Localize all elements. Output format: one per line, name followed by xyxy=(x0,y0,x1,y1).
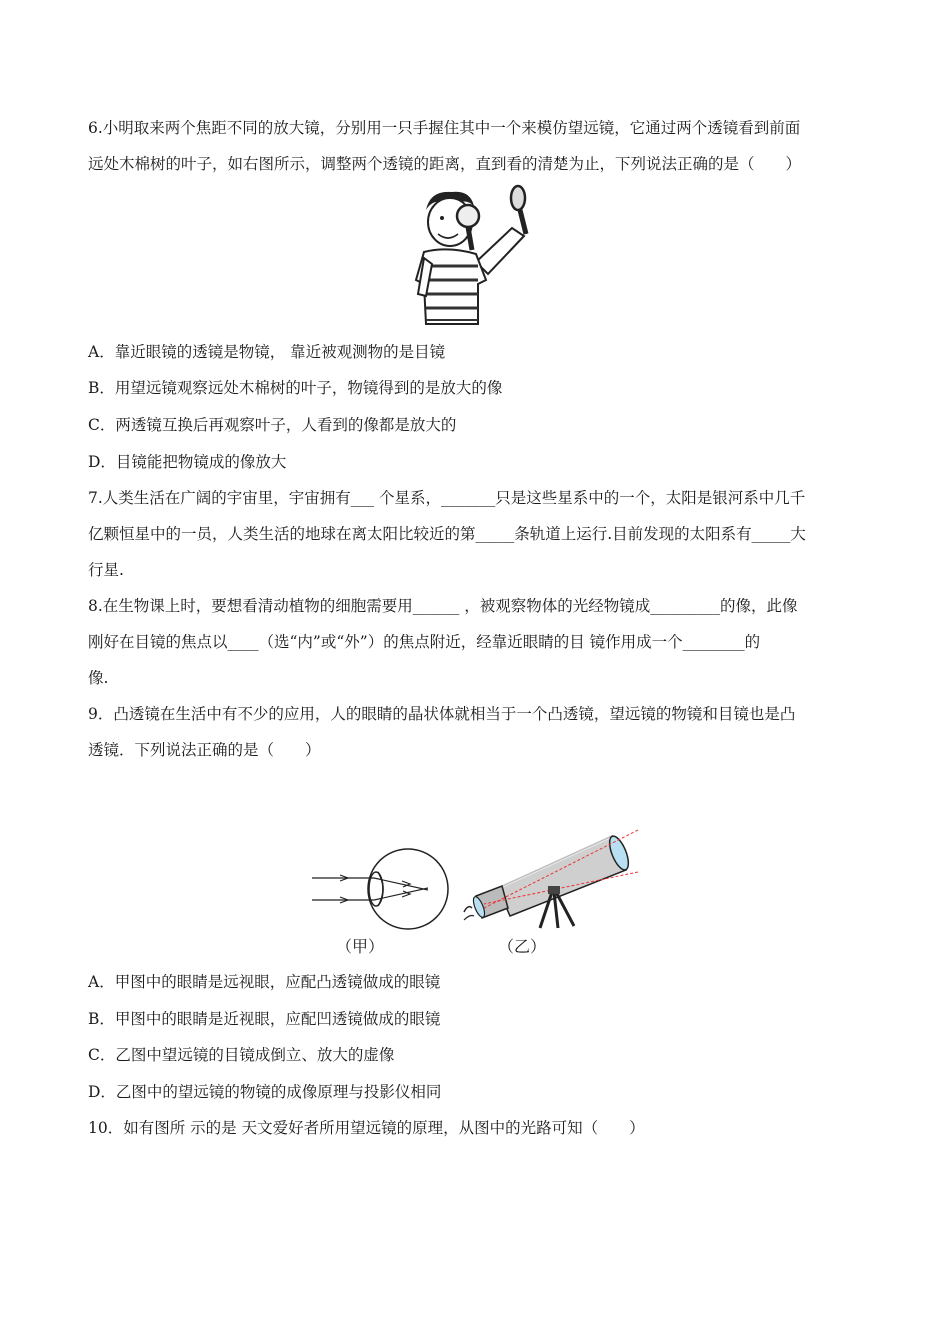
figure-caption-yi: （乙） xyxy=(498,937,547,956)
q9-option-d: D．乙图中的望远镜的物镜的成像原理与投影仪相同 xyxy=(88,1083,442,1101)
q6-stem-line-2: 远处木棉树的叶子，如右图所示，调整两个透镜的距离，直到看的清楚为止，下列说法正确的是（ ） xyxy=(88,155,802,173)
q7-line-3: 行星. xyxy=(88,561,124,579)
q10-stem: 10．如有图所 示的是 天文爱好者所用望远镜的原理，从图中的光路可知（ ） xyxy=(88,1119,645,1137)
q6-option-d: D．目镜能把物镜成的像放大 xyxy=(88,453,287,471)
q9-option-c: C．乙图中望远镜的目镜成倒立、放大的虚像 xyxy=(88,1046,395,1064)
q9-option-b: B．甲图中的眼睛是近视眼，应配凹透镜做成的眼镜 xyxy=(88,1010,441,1028)
q8-line-1: 8.在生物课上时，要想看清动植物的细胞需要用______ ，被观察物体的光经物镜成_________的像，此像 xyxy=(88,597,798,615)
q7-line-1: 7.人类生活在广阔的宇宙里，宇宙拥有___ 个星系，_______只是这些星系中的一个，太阳是银河系中几千 xyxy=(88,489,806,507)
q9-line-1: 9．凸透镜在生活中有不少的应用，人的眼睛的晶状体就相当于一个凸透镜，望远镜的物镜和目镜也是凸 xyxy=(88,705,796,723)
telescope-illustration xyxy=(462,816,642,932)
q6-option-a: A．靠近眼镜的透镜是物镜， 靠近被观测物的是目镜 xyxy=(88,343,446,361)
q8-line-2: 刚好在目镜的焦点以____（选“内”或“外”）的焦点附近，经靠近眼睛的目 镜作用成一个________的 xyxy=(88,633,761,651)
q7-line-2: 亿颗恒星中的一员，人类生活的地球在离太阳比较近的第_____条轨道上运行.目前发现的太阳系有_____大 xyxy=(88,525,806,543)
q6-option-b: B．用望远镜观察远处木棉树的叶子，物镜得到的是放大的像 xyxy=(88,379,503,397)
q6-stem-line-1: 6.小明取来两个焦距不同的放大镜，分别用一只手握住其中一个来模仿望远镜，它通过两个透镜看到前面 xyxy=(88,119,801,137)
eye-diagram xyxy=(310,844,455,934)
q9-option-a: A．甲图中的眼睛是远视眼，应配凸透镜做成的眼镜 xyxy=(88,973,441,991)
q8-line-3: 像. xyxy=(88,669,109,687)
figure-caption-jia: （甲） xyxy=(336,937,385,956)
boy-with-magnifiers-illustration xyxy=(412,184,542,330)
q6-option-c: C．两透镜互换后再观察叶子，人看到的像都是放大的 xyxy=(88,416,457,434)
q9-line-2: 透镜．下列说法正确的是（ ） xyxy=(88,741,321,759)
